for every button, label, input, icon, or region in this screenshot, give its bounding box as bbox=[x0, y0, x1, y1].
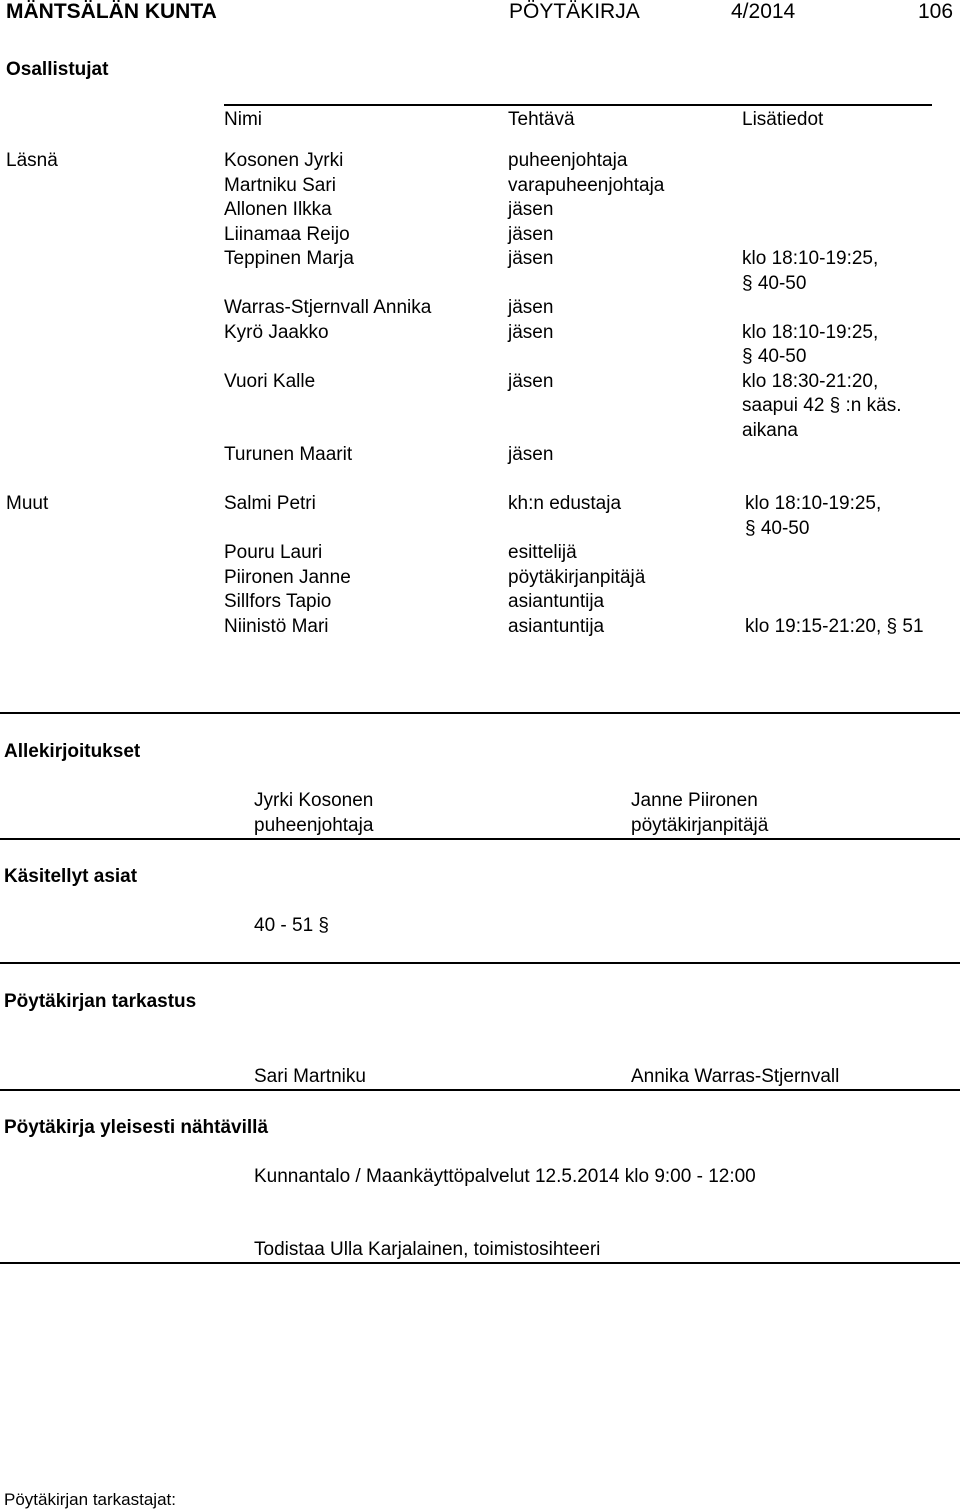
participant-row bbox=[0, 223, 960, 247]
participant-info-continued: § 40-50 bbox=[742, 273, 807, 294]
participant-role: jäsen bbox=[508, 371, 554, 392]
signer-right-role: pöytäkirjanpitäjä bbox=[631, 815, 769, 836]
participant-role: asiantuntija bbox=[508, 591, 605, 612]
public-bottom-rule bbox=[0, 1262, 960, 1264]
participant-role: pöytäkirjanpitäjä bbox=[508, 567, 646, 588]
participant-row bbox=[0, 198, 960, 222]
participant-name: Kyrö Jaakko bbox=[224, 322, 329, 343]
review-top-rule bbox=[0, 962, 960, 964]
participant-row bbox=[0, 370, 960, 394]
participant-info-continued: saapui 42 § :n käs. bbox=[742, 395, 902, 416]
participant-row bbox=[0, 296, 960, 320]
participant-info: klo 18:30-21:20, bbox=[742, 371, 879, 392]
participant-name: Warras-Stjernvall Annika bbox=[224, 297, 432, 318]
participants-heading: Osallistujat bbox=[6, 59, 109, 80]
participant-role: jäsen bbox=[508, 297, 554, 318]
items-top-rule bbox=[0, 838, 960, 840]
signer-left-name: Jyrki Kosonen bbox=[254, 790, 374, 811]
participant-name: Sillfors Tapio bbox=[224, 591, 332, 612]
public-certifier: Todistaa Ulla Karjalainen, toimistosihteeri bbox=[254, 1239, 601, 1260]
reviewer-right-name: Annika Warras-Stjernvall bbox=[631, 1066, 840, 1087]
participant-name: Turunen Maarit bbox=[224, 444, 353, 465]
participant-role: puheenjohtaja bbox=[508, 150, 628, 171]
participant-row bbox=[0, 566, 960, 590]
participant-info: klo 18:10-19:25, bbox=[745, 493, 882, 514]
reviewer-left-name: Sari Martniku bbox=[254, 1066, 366, 1087]
present-label: Läsnä bbox=[6, 150, 58, 171]
participant-info-continued: § 40-50 bbox=[745, 518, 810, 539]
participant-info-continued: § 40-50 bbox=[742, 346, 807, 367]
participant-row bbox=[0, 174, 960, 198]
participant-row bbox=[0, 321, 960, 345]
review-heading: Pöytäkirjan tarkastus bbox=[4, 991, 197, 1012]
participant-row bbox=[0, 247, 960, 271]
participant-name: Teppinen Marja bbox=[224, 248, 354, 269]
participant-role: jäsen bbox=[508, 199, 554, 220]
signer-left-role: puheenjohtaja bbox=[254, 815, 374, 836]
participant-name: Pouru Lauri bbox=[224, 542, 323, 563]
public-place-time: Kunnantalo / Maankäyttöpalvelut 12.5.2014 klo 9:00 - 12:00 bbox=[254, 1166, 756, 1187]
participant-role: kh:n edustaja bbox=[508, 493, 622, 514]
participant-info: klo 19:15-21:20, § 51 bbox=[745, 616, 924, 637]
participant-role: asiantuntija bbox=[508, 616, 605, 637]
participant-row bbox=[0, 492, 960, 516]
participants-column-headers bbox=[0, 108, 960, 132]
participant-role: jäsen bbox=[508, 444, 554, 465]
public-heading: Pöytäkirja yleisesti nähtävillä bbox=[4, 1117, 269, 1138]
columns-top-rule bbox=[224, 104, 932, 106]
participant-name: Allonen Ilkka bbox=[224, 199, 332, 220]
participant-name: Vuori Kalle bbox=[224, 371, 316, 392]
participant-row bbox=[0, 541, 960, 565]
signer-right-name: Janne Piironen bbox=[631, 790, 758, 811]
participant-row bbox=[0, 615, 960, 639]
participant-role: jäsen bbox=[508, 224, 554, 245]
participant-role: esittelijä bbox=[508, 542, 577, 563]
participant-name: Liinamaa Reijo bbox=[224, 224, 350, 245]
column-header-name: Nimi bbox=[224, 109, 262, 130]
participant-row bbox=[0, 590, 960, 614]
participant-name: Salmi Petri bbox=[224, 493, 316, 514]
signatures-top-rule bbox=[0, 712, 960, 714]
participant-role: varapuheenjohtaja bbox=[508, 175, 665, 196]
participant-row bbox=[0, 149, 960, 173]
participant-info: klo 18:10-19:25, bbox=[742, 248, 879, 269]
participant-role: jäsen bbox=[508, 248, 554, 269]
participant-name: Niinistö Mari bbox=[224, 616, 329, 637]
items-range: 40 - 51 § bbox=[254, 915, 329, 936]
participant-role: jäsen bbox=[508, 322, 554, 343]
participant-info: klo 18:10-19:25, bbox=[742, 322, 879, 343]
document-type: PÖYTÄKIRJA bbox=[509, 0, 640, 23]
column-header-role: Tehtävä bbox=[508, 109, 575, 130]
participant-row bbox=[0, 443, 960, 467]
page-number: 106 bbox=[918, 0, 954, 23]
municipality-name: MÄNTSÄLÄN KUNTA bbox=[6, 0, 217, 23]
participant-info-continued: aikana bbox=[742, 420, 798, 441]
document-number: 4/2014 bbox=[731, 0, 796, 23]
column-header-info: Lisätiedot bbox=[742, 109, 824, 130]
participant-name: Martniku Sari bbox=[224, 175, 336, 196]
items-heading: Käsitellyt asiat bbox=[4, 866, 138, 887]
participant-name: Kosonen Jyrki bbox=[224, 150, 344, 171]
others-label: Muut bbox=[6, 493, 49, 514]
reviewers-footer-label: Pöytäkirjan tarkastajat: bbox=[4, 1490, 176, 1509]
public-top-rule bbox=[0, 1089, 960, 1091]
participant-name: Piironen Janne bbox=[224, 567, 351, 588]
signatures-heading: Allekirjoitukset bbox=[4, 741, 141, 762]
